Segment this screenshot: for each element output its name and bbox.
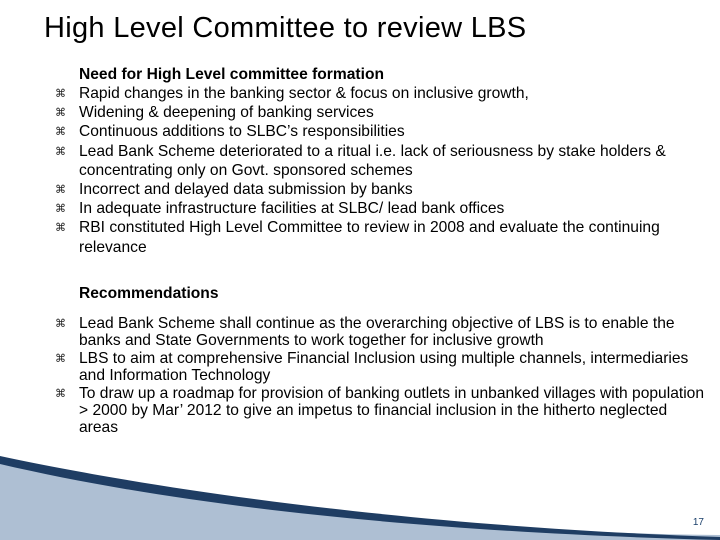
list-item: ⌘ In adequate infrastructure facilities at SLBC/ lead bank offices: [55, 200, 505, 218]
section-heading-recommendations: Recommendations: [79, 285, 219, 302]
list-item: ⌘ Lead Bank Scheme deteriorated to a ritual i.e. lack of seriousness by stake holders & concentrating only on Govt. sponsored schemes: [55, 142, 666, 179]
recommendations-bullet-list: [55, 315, 709, 437]
list-item: ⌘ Incorrect and delayed data submission by banks: [55, 181, 413, 199]
bullet-glyph-icon: ⌘: [55, 202, 66, 216]
bullet-glyph-icon: ⌘: [55, 106, 66, 120]
slide-number: 17: [692, 517, 704, 528]
footer-wave-decoration: [0, 440, 720, 540]
bullet-glyph-icon: ⌘: [55, 87, 66, 100]
list-item: ⌘ LBS to aim at comprehensive Financial Inclusion using multiple channels, intermediaries and Information Technology: [55, 349, 689, 385]
bullet-glyph-icon: ⌘: [55, 221, 66, 235]
bullet-glyph-icon: ⌘: [55, 144, 66, 158]
list-item: ⌘ To draw up a roadmap for provision of banking outlets in unbanked villages with population > 2000 by Mar’ 2012 to give an impetus to financial inclusion in the hitherto neglected areas: [55, 384, 705, 437]
list-item: ⌘ Lead Bank Scheme shall continue as the overarching objective of LBS is to enable the banks and State Governments to work together for inclusive growth: [55, 315, 675, 350]
bullet-glyph-icon: ⌘: [55, 125, 66, 139]
bullet-glyph-icon: ⌘: [55, 351, 66, 365]
footer-wave-light: [0, 458, 720, 540]
list-item: ⌘ Rapid changes in the banking sector & focus on inclusive growth,: [55, 85, 529, 102]
list-item: ⌘ Continuous additions to SLBC’s responsibilities: [55, 123, 405, 141]
bullet-glyph-icon: ⌘: [55, 386, 66, 400]
list-item: ⌘ Widening & deepening of banking services: [55, 104, 374, 122]
section-heading-need: Need for High Level committee formation: [79, 66, 384, 83]
need-bullet-list: [55, 84, 709, 257]
list-item: ⌘ RBI constituted High Level Committee to review in 2008 and evaluate the continuing relevance: [55, 219, 660, 256]
slide-title: High Level Committee to review LBS: [44, 12, 527, 44]
bullet-glyph-icon: ⌘: [55, 183, 66, 197]
bullet-glyph-icon: ⌘: [55, 317, 66, 330]
